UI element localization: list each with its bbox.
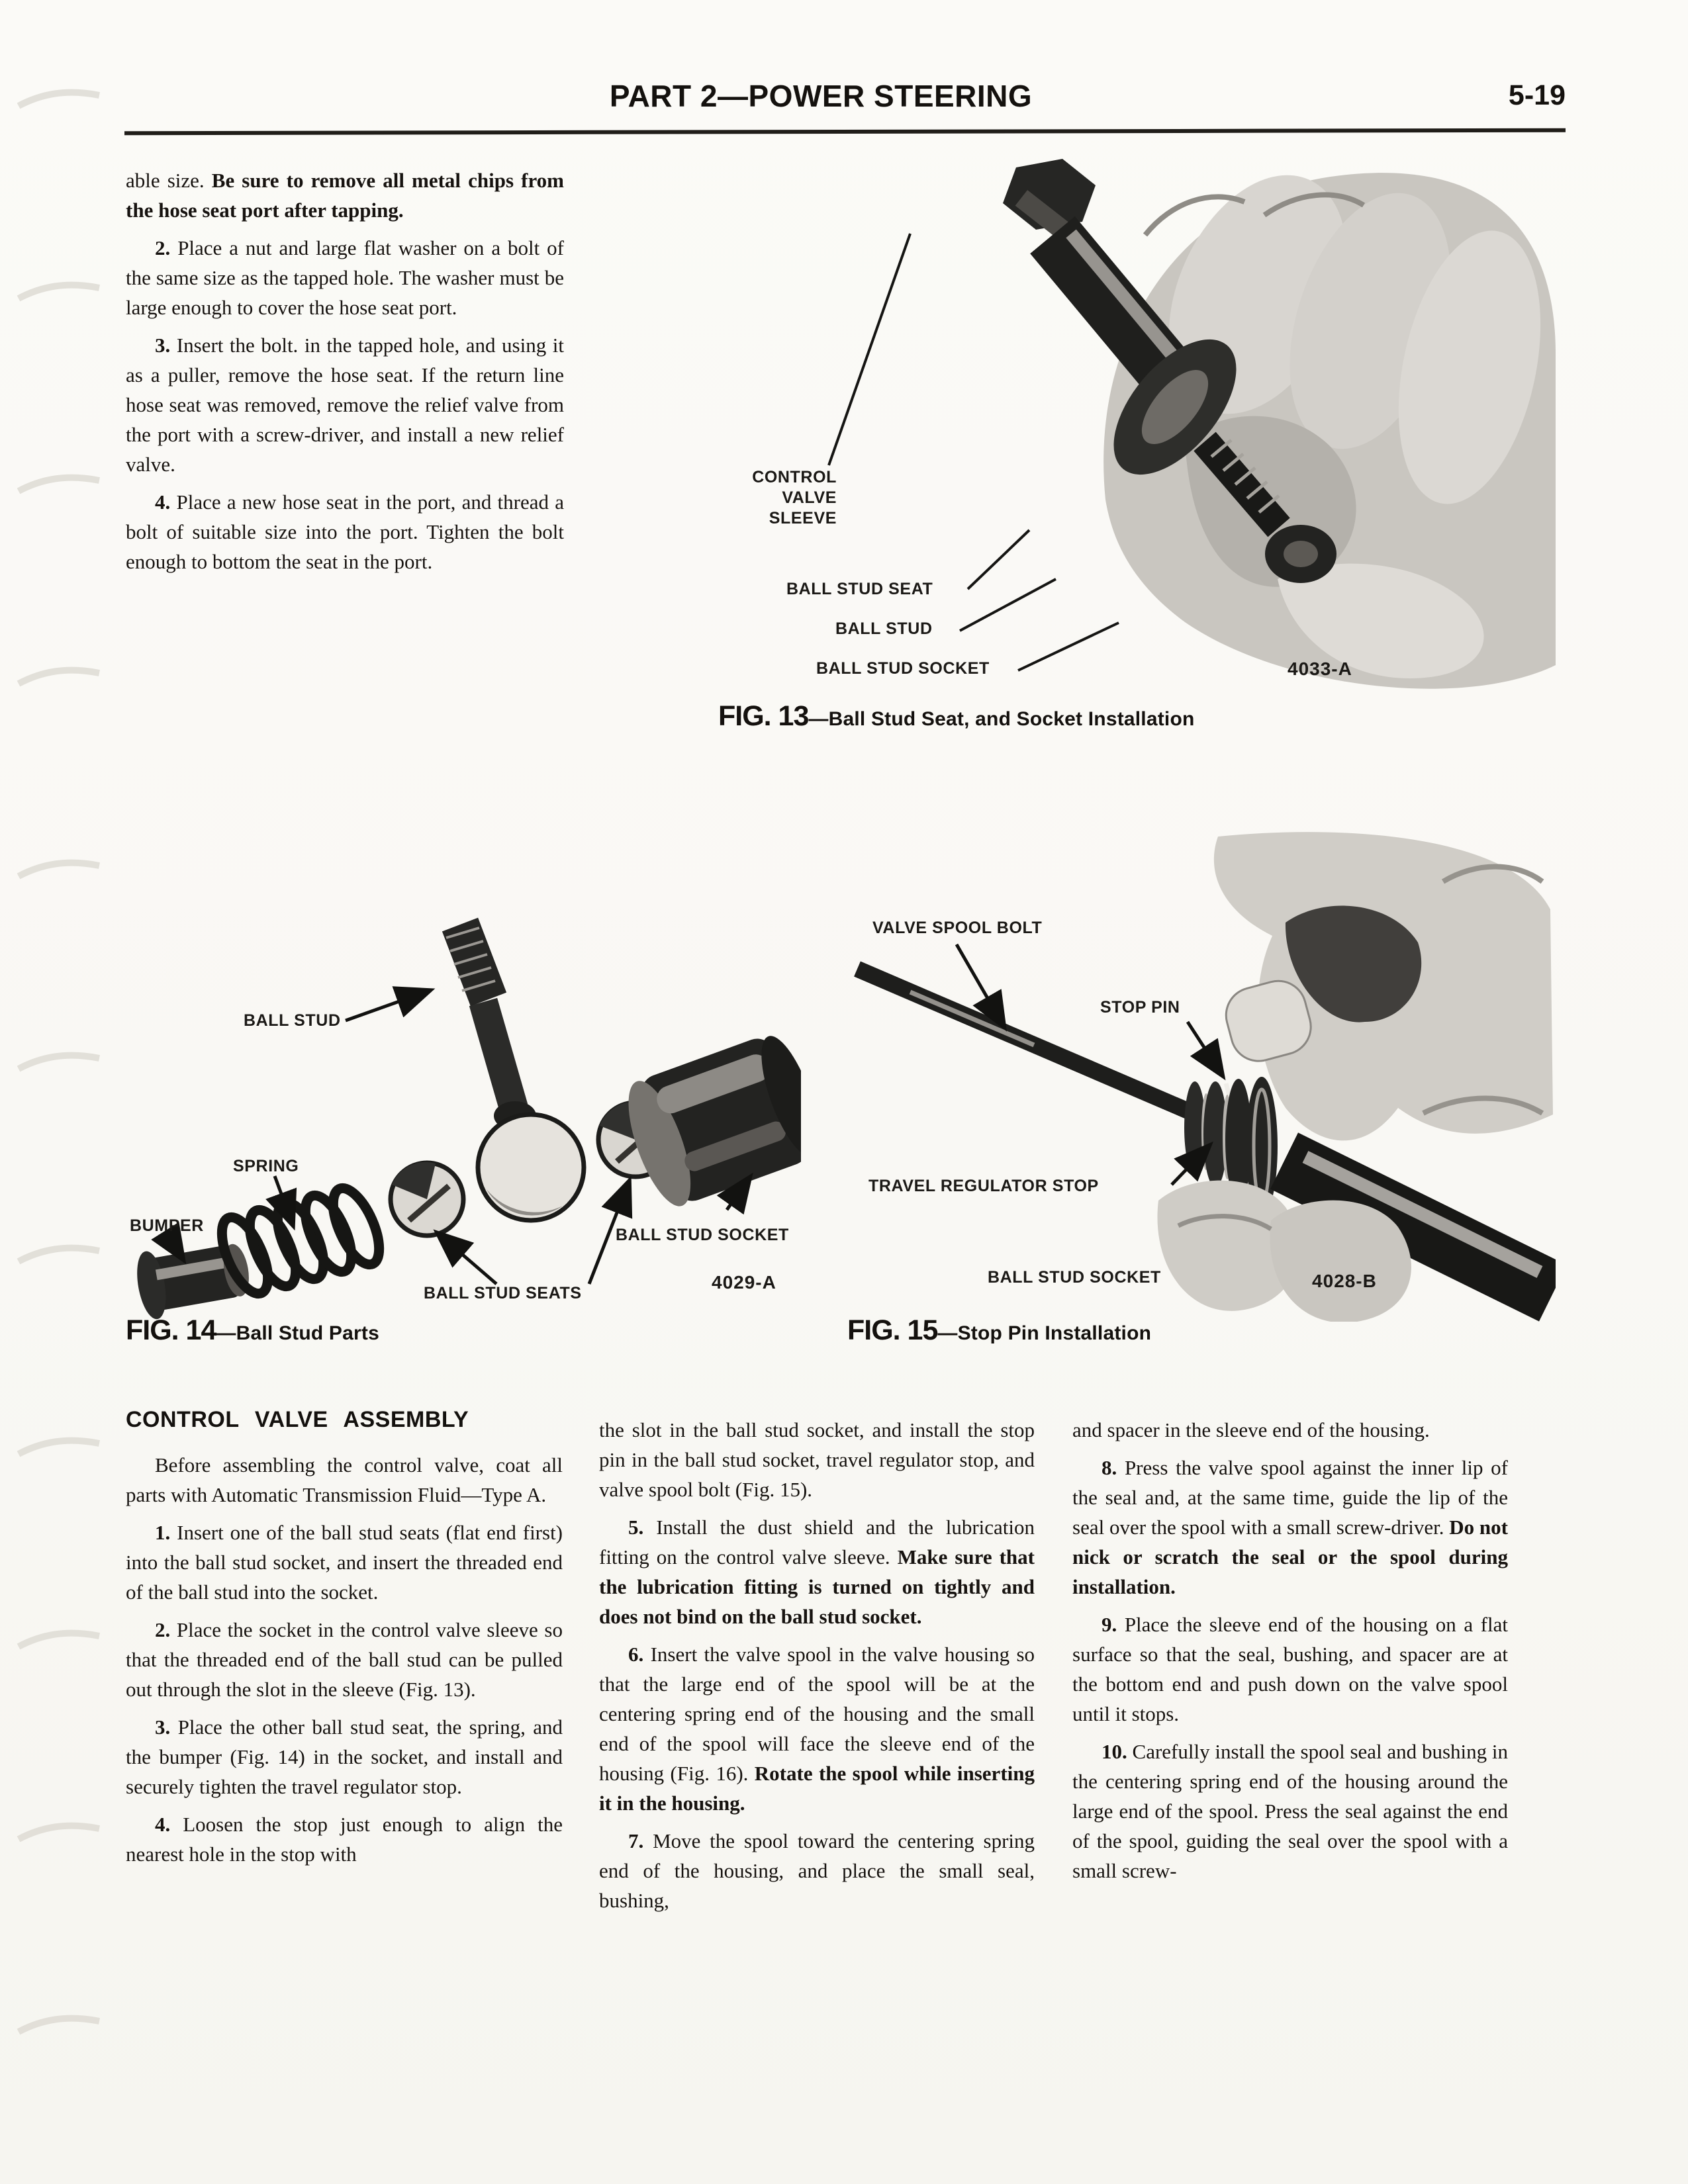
paragraph: 10. Carefully install the spool seal and bushing in the centering spring end of the housing around the large end of the spool. Press the seal against the end of the spool, guiding the seal over the spool with a small screw- [1072, 1740, 1508, 1882]
paragraph: 9. Place the sleeve end of the housing on a flat surface so that the seal, bushing, and spacer are at the bottom end and push down on the valve spool until it stops. [1072, 1613, 1508, 1725]
binding-marks [0, 0, 119, 2184]
paragraph: 3. Insert the bolt. in the tapped hole, and using it as a puller, remove the hose seat. If the return line hose seat was removed, remove the relief valve from the port with a screw-driver, and install a new relief valve. [126, 334, 564, 476]
fig15-label-ball-stud-socket: BALL STUD SOCKET [988, 1268, 1161, 1287]
assembly-column-3 [1072, 1415, 1508, 1893]
paragraph: 2. Place a nut and large flat washer on a bolt of the same size as the tapped hole. The washer must be large enough to cover the hose seat port. [126, 236, 565, 319]
fig13-photo-code: 4033-A [1288, 659, 1352, 679]
section-heading: CONTROL VALVE ASSEMBLY [126, 1407, 469, 1432]
fig14-label-ball-stud: BALL STUD [244, 1011, 341, 1030]
paragraph: the slot in the ball stud socket, and install the stop pin in the ball stud socket, travel regulator stop, and valve spool bolt (Fig. 15). [599, 1418, 1035, 1501]
paragraph: 7. Move the spool toward the centering spring end of the housing, and place the small seal, bushing, [599, 1829, 1035, 1912]
paragraph: 4. Place a new hose seat in the port, and thread a bolt of suitable size into the port. Tighten the bolt enough to bottom the seat in the port. [126, 490, 564, 573]
fig14-photo-code: 4029-A [712, 1272, 776, 1293]
paragraph: and spacer in the sleeve end of the housing. [1072, 1418, 1430, 1441]
paragraph: 5. Install the dust shield and the lubrication fitting on the control valve sleeve. Make sure that the lubrication fitting is turned on tightly and does not bind on the ball stud socket. [599, 1516, 1035, 1628]
assembly-column-2 [599, 1415, 1035, 1923]
assembly-column-1 [126, 1407, 563, 1877]
paragraph: 6. Insert the valve spool in the valve housing so that the large end of the spool will be at the centering spring end of the housing and the small end of the spool will face the sleeve end of the housing (Fig. 16). Rotate the spool while inserting it in the housing. [599, 1643, 1035, 1815]
paragraph: 1. Insert one of the ball stud seats (flat end first) into the ball stud socket, and insert the threaded end of the ball stud into the socket. [126, 1521, 563, 1604]
fig13-caption-number: FIG. 13 [718, 700, 809, 732]
fig13-label-ball-stud: BALL STUD [835, 619, 933, 638]
paragraph: 4. Loosen the stop just enough to align the nearest hole in the stop with [126, 1813, 563, 1866]
fig14-label-spring: SPRING [233, 1157, 299, 1175]
page-number: 5-19 [1508, 79, 1566, 111]
fig13-label-ball-stud-socket: BALL STUD SOCKET [816, 659, 990, 678]
fig15-photo-code: 4028-B [1312, 1271, 1377, 1291]
fig15-caption-number: FIG. 15 [847, 1314, 938, 1346]
paragraph: Before assembling the control valve, coat all parts with Automatic Transmission Fluid—Type A. [126, 1453, 563, 1506]
fig14-label-bumper: BUMPER [130, 1216, 204, 1235]
paragraph: 8. Press the valve spool against the inner lip of the seal and, at the same time, guide the lip of the seal over the spool with a small screw-driver. Do not nick or scratch the seal or the spool during installation. [1072, 1456, 1508, 1598]
paragraph: able size. Be sure to remove all metal chips from the hose seat port after tapping. [126, 169, 564, 222]
fig14-caption [126, 1314, 379, 1347]
fig13-caption [718, 700, 1195, 733]
fig14-label-ball-stud-seats: BALL STUD SEATS [424, 1284, 582, 1302]
fig14-label-ball-stud-socket: BALL STUD SOCKET [616, 1226, 789, 1244]
assembly-column-1-text [126, 1450, 563, 1869]
paragraph: 2. Place the socket in the control valve sleeve so that the threaded end of the ball stud can be pulled out through the slot in the sleeve (Fig. 13). [126, 1618, 563, 1701]
header-rule [124, 128, 1566, 136]
fig15-photo [847, 829, 1556, 1322]
fig13-caption-text: —Ball Stud Seat, and Socket Installation [808, 708, 1195, 730]
fig14-caption-text: —Ball Stud Parts [216, 1322, 379, 1344]
fig13-label-ball-stud-seat: BALL STUD SEAT [786, 580, 933, 598]
fig14-photo [126, 829, 801, 1322]
fig13-photo [682, 156, 1556, 725]
fig15-label-stop-pin: STOP PIN [1100, 998, 1180, 1017]
paragraph: 3. Place the other ball stud seat, the spring, and the bumper (Fig. 14) in the socket, and install and securely tighten the travel regulator stop. [126, 1715, 563, 1798]
fig15-label-valve-spool-bolt: VALVE SPOOL BOLT [872, 919, 1043, 937]
fig15-caption [847, 1314, 1151, 1347]
fig15-label-travel-regulator-stop: TRAVEL REGULATOR STOP [868, 1177, 1099, 1195]
intro-column [126, 165, 564, 584]
page-title: PART 2—POWER STEERING [609, 79, 1033, 113]
fig13-label-control-valve-sleeve: CONTROL VALVE SLEEVE [752, 468, 837, 527]
fig14-caption-number: FIG. 14 [126, 1314, 216, 1346]
fig15-caption-text: —Stop Pin Installation [937, 1322, 1152, 1344]
